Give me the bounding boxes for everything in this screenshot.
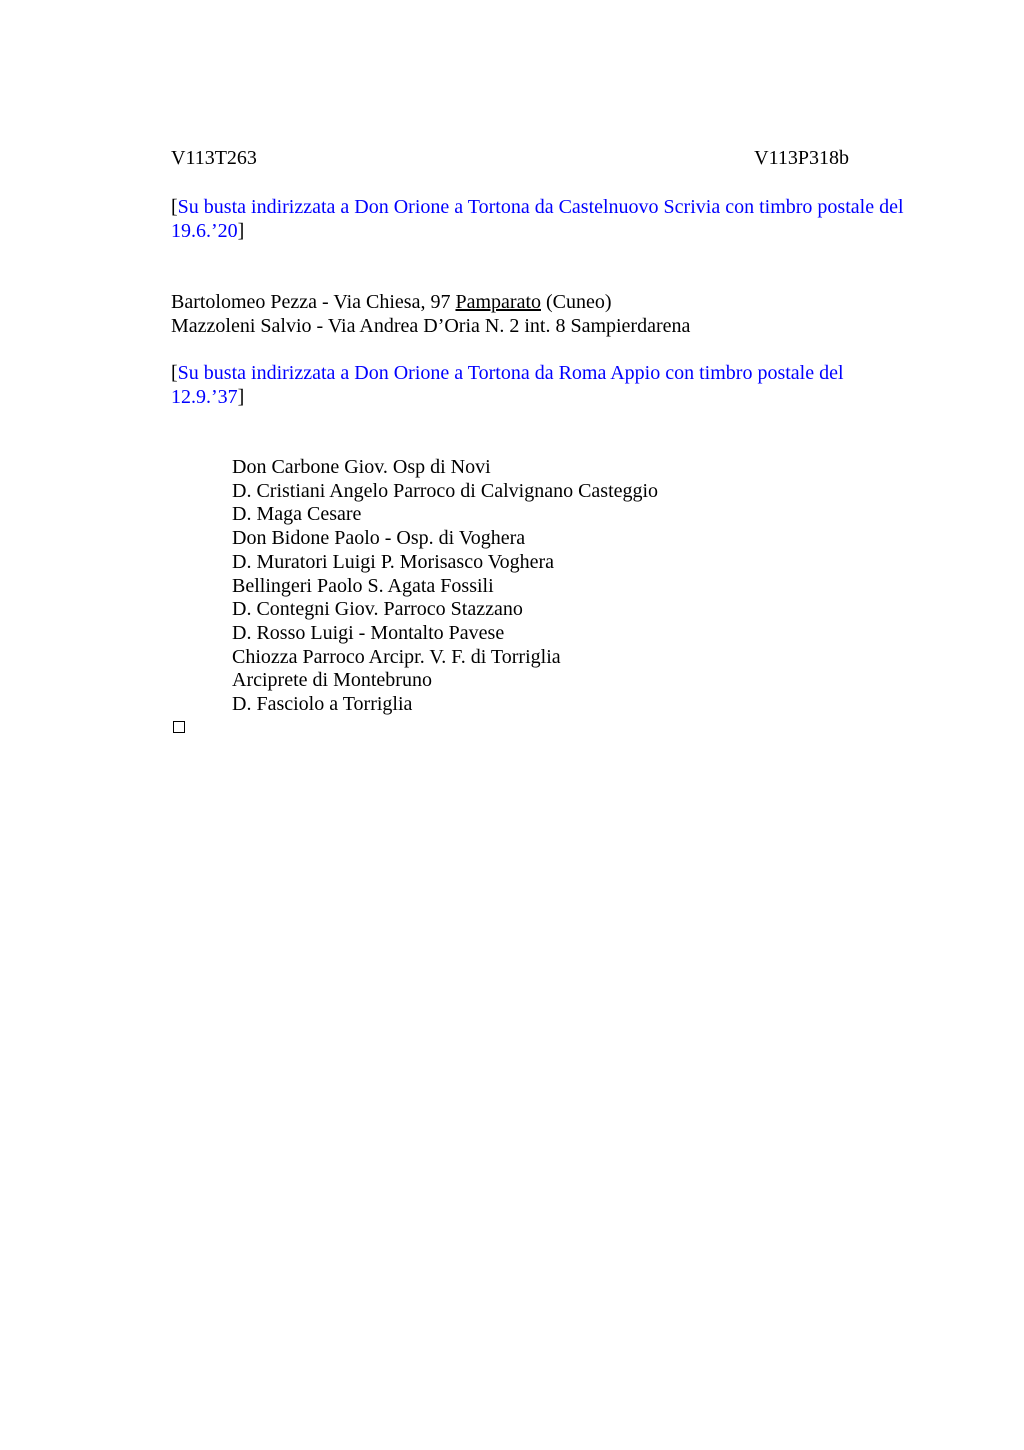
address-line-2: Mazzoleni Salvio - Via Andrea D’Oria N. 2 int. 8 Sampierdarena bbox=[171, 315, 691, 337]
list-item: Arciprete di Montebruno bbox=[232, 669, 432, 692]
document-code-left: V113T263 bbox=[171, 147, 257, 169]
list-item: Don Carbone Giov. Osp di Novi bbox=[232, 456, 491, 478]
list-item: D. Maga Cesare bbox=[232, 503, 362, 526]
address-line-1-underlined-place: Pamparato bbox=[455, 291, 541, 313]
list-item: D. Rosso Luigi - Montalto Pavese bbox=[232, 621, 505, 644]
bracket-open: [ bbox=[171, 362, 178, 384]
names-list bbox=[232, 456, 658, 717]
list-item: Bellingeri Paolo S. Agata Fossili bbox=[232, 574, 494, 597]
bracket-close: ] bbox=[237, 220, 245, 242]
list-item: D. Contegni Giov. Parroco Stazzano bbox=[232, 598, 523, 621]
list-item: D. Muratori Luigi P. Morisasco Voghera bbox=[232, 550, 555, 573]
address-block bbox=[171, 290, 690, 338]
document-page bbox=[171, 0, 906, 1450]
list-item: Don Bidone Paolo - Osp. di Voghera bbox=[232, 527, 526, 550]
envelope-note-1 bbox=[171, 195, 906, 243]
empty-box-glyph bbox=[173, 721, 185, 733]
envelope-note-1-text: Su busta indirizzata a Don Orione a Tortona da Castelnuovo Scrivia con timbro postale del 19.6.’20 bbox=[171, 196, 904, 242]
document-header bbox=[171, 146, 849, 170]
address-line-1-suffix: (Cuneo) bbox=[541, 291, 612, 313]
envelope-note-2 bbox=[171, 361, 906, 409]
envelope-note-2-text: Su busta indirizzata a Don Orione a Tortona da Roma Appio con timbro postale del 12.9.’37 bbox=[171, 362, 844, 408]
bracket-open: [ bbox=[171, 196, 178, 218]
list-item: D. Cristiani Angelo Parroco di Calvignano Casteggio bbox=[232, 479, 659, 502]
document-code-right: V113P318b bbox=[754, 147, 849, 169]
address-line-1-prefix: Bartolomeo Pezza - Via Chiesa, 97 bbox=[171, 291, 456, 313]
address-line-1 bbox=[171, 290, 690, 314]
list-item: D. Fasciolo a Torriglia bbox=[232, 693, 413, 716]
list-item: Chiozza Parroco Arcipr. V. F. di Torriglia bbox=[232, 645, 561, 668]
bracket-close: ] bbox=[237, 386, 245, 408]
